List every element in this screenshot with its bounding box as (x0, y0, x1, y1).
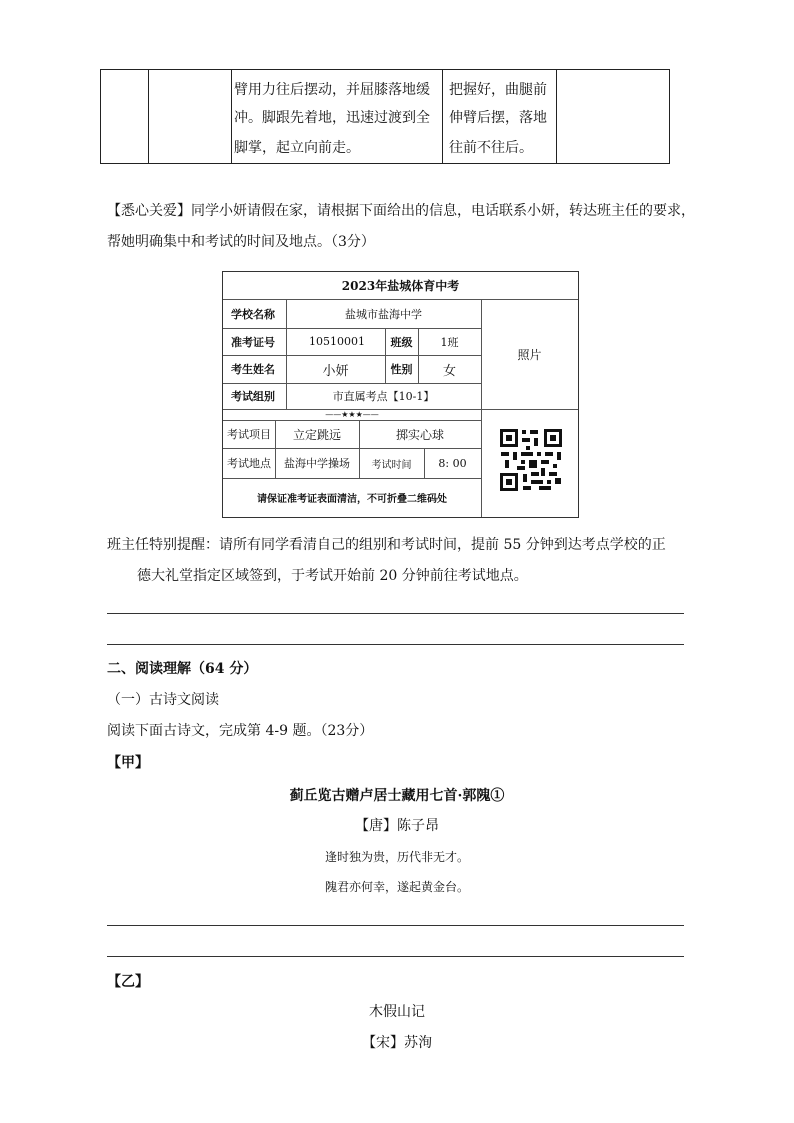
answer-line (107, 613, 684, 614)
table-cell-text: 脚掌，起立向前走。 (234, 140, 360, 156)
time-value: 8: 00 (438, 456, 467, 470)
task-line-2: 帮她明确集中和考试的时间及地点。（3分） (107, 234, 375, 250)
name-value: 小妍 (322, 363, 349, 379)
class-value: 1班 (440, 335, 459, 349)
top-table-fragment (100, 69, 670, 164)
answer-line (107, 925, 684, 926)
table-divider (442, 70, 443, 163)
place-label: 考试地点 (227, 457, 271, 470)
table-cell-text: 冲。脚跟先着地，迅速过渡到全 (234, 110, 430, 126)
id-value: 10510001 (309, 335, 365, 348)
gender-label: 性别 (390, 363, 413, 376)
table-cell-text: 伸臂后摆，落地 (449, 110, 547, 126)
table-divider (556, 70, 557, 163)
table-cell-text: 臂用力往后摆动，并屈膝落地缓 (234, 82, 430, 98)
id-label: 准考证号 (231, 335, 275, 349)
gender-value: 女 (442, 363, 456, 379)
table-divider (148, 70, 149, 163)
school-label: 学校名称 (231, 307, 275, 321)
reminder-line-2: 德大礼堂指定区域签到，于考试开始前 20 分钟前往考试地点。 (137, 568, 528, 584)
answer-line (107, 956, 684, 957)
admission-ticket (222, 271, 579, 518)
section-heading: 二、阅读理解（64 分） (107, 661, 258, 677)
poem-title: 蓟丘览古赠卢居士藏用七首·郭隗① (289, 788, 505, 804)
place-value: 盐海中学操场 (284, 457, 350, 470)
task-line-1: 【悉心关爱】同学小妍请假在家，请根据下面给出的信息，电话联系小妍，转达班主任的要求， (107, 203, 695, 219)
poem-line-2: 隗君亦何幸，遂起黄金台。 (324, 880, 469, 894)
school-value: 盐城市盐海中学 (345, 307, 422, 321)
ticket-notice: 请保证准考证表面清洁，不可折叠二维码处 (257, 494, 447, 505)
answer-line (107, 644, 684, 645)
photo-placeholder: 照片 (517, 347, 542, 362)
group-label: 考试组别 (231, 390, 275, 403)
table-cell-text: 把握好，曲腿前 (449, 82, 547, 98)
class-label: 班级 (390, 335, 413, 349)
poem-line-1: 逢时独为贵，历代非无才。 (324, 850, 469, 864)
table-divider (231, 70, 232, 163)
text-b-author: 【宋】苏洵 (362, 1035, 432, 1051)
reminder-line-1: 班主任特别提醒：请所有同学看清自己的组别和考试时间，提前 55 分钟到达考点学校的正 (107, 537, 666, 553)
instruction-text: 阅读下面古诗文，完成第 4-9 题。（23分） (107, 723, 374, 739)
ticket-title: 2023年盐城体育中考 (341, 279, 460, 293)
qr-code-icon (499, 428, 563, 492)
table-cell-text: 往前不往后。 (449, 140, 533, 156)
item-label: 考试项目 (227, 428, 271, 441)
poem-author: 【唐】陈子昂 (355, 818, 439, 834)
part-a-label: 【甲】 (107, 755, 149, 771)
group-value: 市直属考点【10-1】 (332, 390, 435, 403)
ticket-separator: ——★★★—— (325, 410, 379, 419)
time-label: 考试时间 (371, 459, 412, 471)
item-1: 立定跳远 (292, 427, 341, 442)
item-2: 掷实心球 (395, 427, 444, 442)
name-label: 考生姓名 (231, 363, 275, 376)
text-b-title: 木假山记 (369, 1004, 425, 1020)
subsection-heading: （一）古诗文阅读 (107, 692, 219, 708)
part-b-label: 【乙】 (107, 974, 149, 990)
